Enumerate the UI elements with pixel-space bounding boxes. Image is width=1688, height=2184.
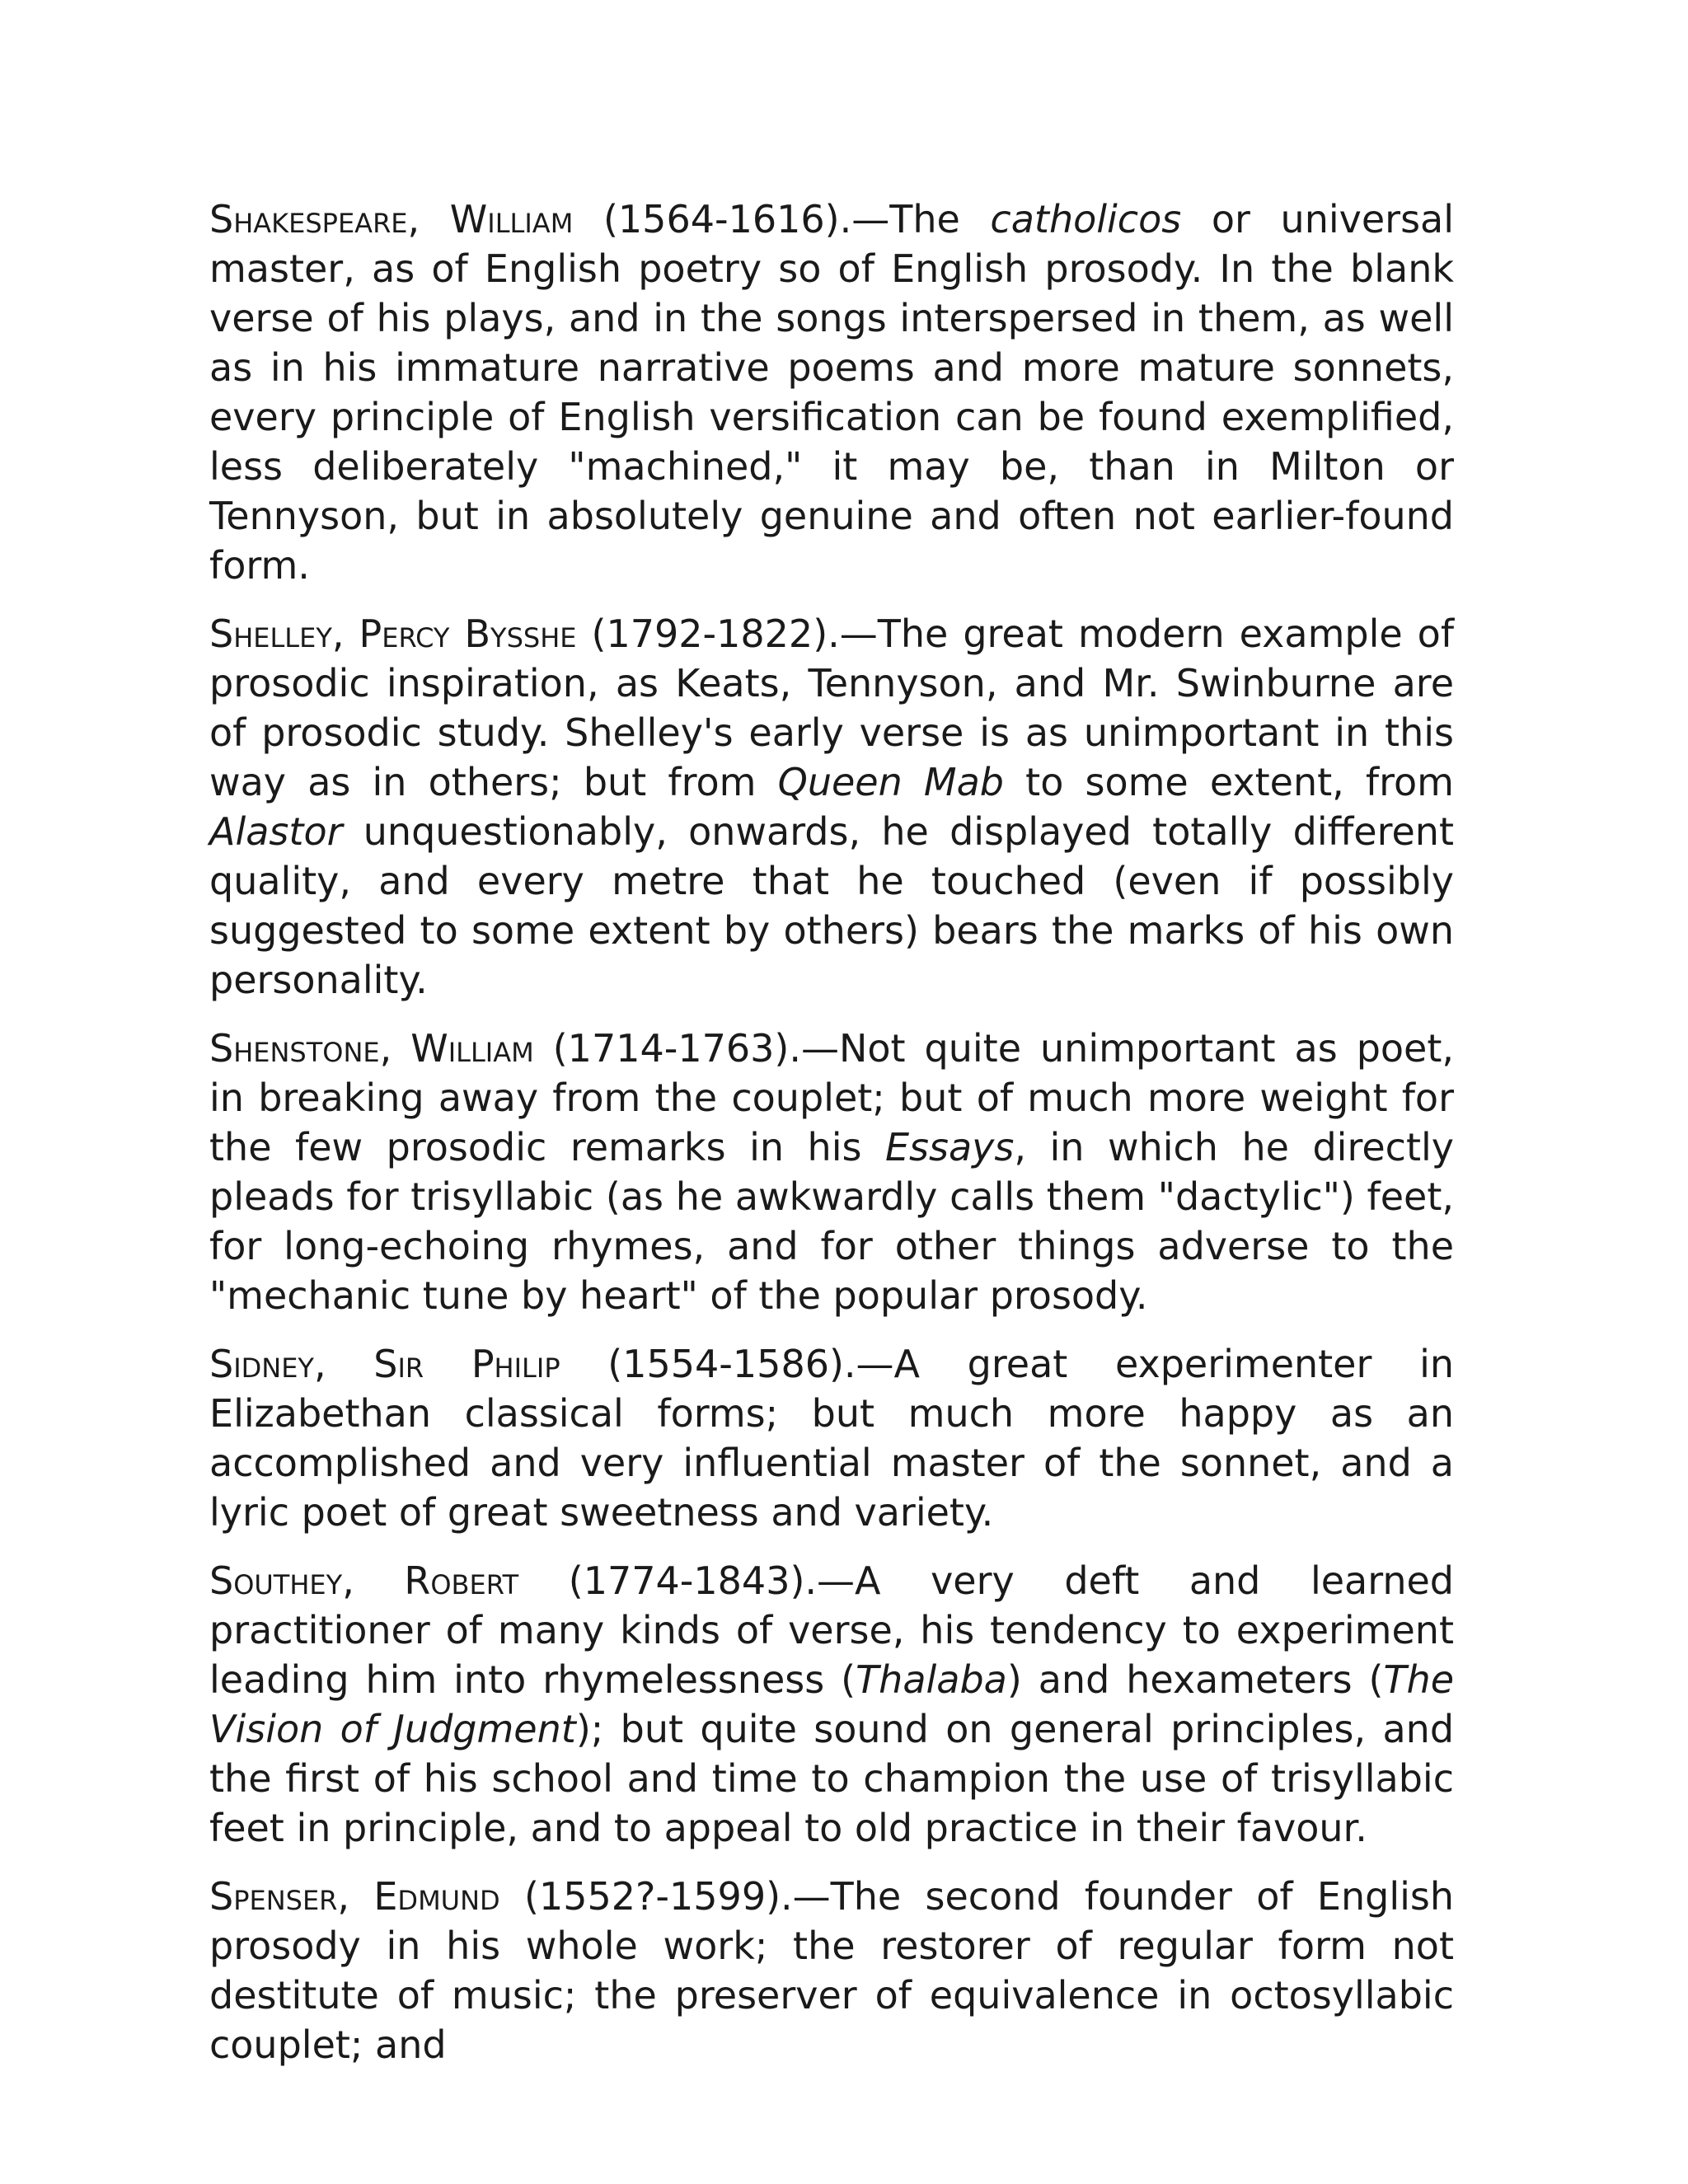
entry-dates: (1564-1616) <box>603 197 840 241</box>
entry-text: .—A very deft and learned practitioner of many kinds of verse, his tendency to experiment leading him into rhymelessness ( <box>209 1558 1454 1702</box>
entry-text: .—A great experimenter in Elizabethan classical forms; but much more happy as an accomplished and very influential master of the sonnet, and a lyric poet of great sweetness and variety. <box>209 1342 1454 1535</box>
entry-title-italic: Alastor <box>209 809 343 854</box>
glossary-entry: Shelley, Percy Bysshe (1792-1822).—The great modern example of prosodic inspiration, as Keats, Tennyson, and Mr. Swinburne are of prosodic study. Shelley's early verse is as unimportant in this way as in others; but from Queen Mab to some extent, from Alastor unquestionably, onwards, he displayed totally different quality, and every metre that he touched (even if possibly suggested to some extent by others) bears the marks of his own personality. <box>209 612 1455 1002</box>
entry-title-italic: Essays <box>884 1125 1015 1169</box>
entry-given-name: Sir Philip <box>373 1342 560 1386</box>
entry-dates: (1714-1763) <box>552 1026 790 1071</box>
entry-dates: (1552?-1599) <box>524 1874 781 1919</box>
document-page <box>209 194 1454 2088</box>
glossary-entry: Shakespeare, William (1564-1616).—The catholicos or universal master, as of English poetry so of English prosody. In the blank verse of his plays, and in the songs interspersed in them, as well as in his immature narrative poems and more mature sonnets, every principle of English versification can be found exemplified, less deliberately "machined," it may be, than in Milton or Tennyson, but in absolutely genuine and often not earlier-found form. <box>209 197 1454 588</box>
entry-title-italic: The Vision of Judgment <box>209 1657 1454 1751</box>
entry-title-italic: Thalaba <box>856 1657 1007 1702</box>
entry-surname: Shelley <box>209 612 332 656</box>
entry-text: .—The second founder of English prosody in his whole work; the restorer of regular form not destitute of music; the preserver of equivalence in octosyllabic couplet; and <box>209 1874 1455 2067</box>
entry-given-name: Edmund <box>373 1874 500 1919</box>
entry-dates: (1792-1822) <box>591 612 828 656</box>
entry-title-italic: Queen Mab <box>777 760 1004 804</box>
glossary-entry: Spenser, Edmund (1552?-1599).—The second founder of English prosody in his whole work; the restorer of regular form not destitute of music; the preserver of equivalence in octosyllabic couplet; and <box>209 1874 1455 2067</box>
entry-given-name: Robert <box>404 1558 519 1603</box>
entry-given-name: William <box>449 197 574 241</box>
entry-text: unquestionably, onwards, he displayed totally different quality, and every metre that he touched (even if possibly suggested to some extent by others) bears the marks of his own personality. <box>209 809 1454 1002</box>
entry-text: , in which he directly pleads for trisyllabic (as he awkwardly calls them "dactylic") feet, for long-echoing rhymes, and for other things adverse to the "mechanic tune by heart" of the popular prosody. <box>209 1125 1454 1318</box>
glossary-entry: Southey, Robert (1774-1843).—A very deft and learned practitioner of many kinds of verse, his tendency to experiment leading him into rhymelessness (Thalaba) and hexameters (The Vision of Judgment); but quite sound on general principles, and the first of his school and time to champion the use of trisyllabic feet in principle, and to appeal to old practice in their favour. <box>209 1558 1455 1850</box>
entry-text: .—The great modern example of prosodic inspiration, as Keats, Tennyson, and Mr. Swinburne are of prosodic study. Shelley's early verse is as unimportant in this way as in others; but from <box>209 612 1455 804</box>
glossary-entry: Shenstone, William (1714-1763).—Not quite unimportant as poet, in breaking away from the couplet; but of much more weight for the few prosodic remarks in his Essays, in which he directly pleads for trisyllabic (as he awkwardly calls them "dactylic") feet, for long-echoing rhymes, and for other things adverse to the "mechanic tune by heart" of the popular prosody. <box>209 1026 1454 1318</box>
entry-surname: Spenser <box>209 1874 338 1919</box>
entry-surname: Shakespeare <box>209 197 408 241</box>
entry-surname: Sidney <box>209 1342 314 1386</box>
entry-text: to some extent, from <box>1003 760 1454 804</box>
entry-title-italic: catholicos <box>990 197 1182 241</box>
entry-given-name: William <box>410 1026 534 1071</box>
entry-text: ) and hexameters ( <box>1006 1657 1384 1702</box>
entry-dates: (1774-1843) <box>568 1558 805 1603</box>
entry-text: .—The <box>839 197 991 241</box>
glossary-entry: Sidney, Sir Philip (1554-1586).—A great experimenter in Elizabethan classical forms; but much more happy as an accomplished and very influential master of the sonnet, and a lyric poet of great sweetness and variety. <box>209 1342 1454 1535</box>
entry-given-name: Percy Bysshe <box>359 612 577 656</box>
entry-text: .—Not quite unimportant as poet, in breaking away from the couplet; but of much more weight for the few prosodic remarks in his <box>209 1026 1454 1169</box>
entry-surname: Southey <box>209 1558 343 1603</box>
entry-text: or universal master, as of English poetry so of English prosody. In the blank verse of his plays, and in the songs interspersed in them, as well as in his immature narrative poems and more mature sonnets, every principle of English versification can be found exemplified, less deliberately "machined," it may be, than in Milton or Tennyson, but in absolutely genuine and often not earlier-found form. <box>209 197 1454 588</box>
entry-dates: (1554-1586) <box>607 1342 844 1386</box>
entry-text: ); but quite sound on general principles, and the first of his school and time to champion the use of trisyllabic feet in principle, and to appeal to old practice in their favour. <box>209 1707 1455 1850</box>
entry-surname: Shenstone <box>209 1026 380 1071</box>
